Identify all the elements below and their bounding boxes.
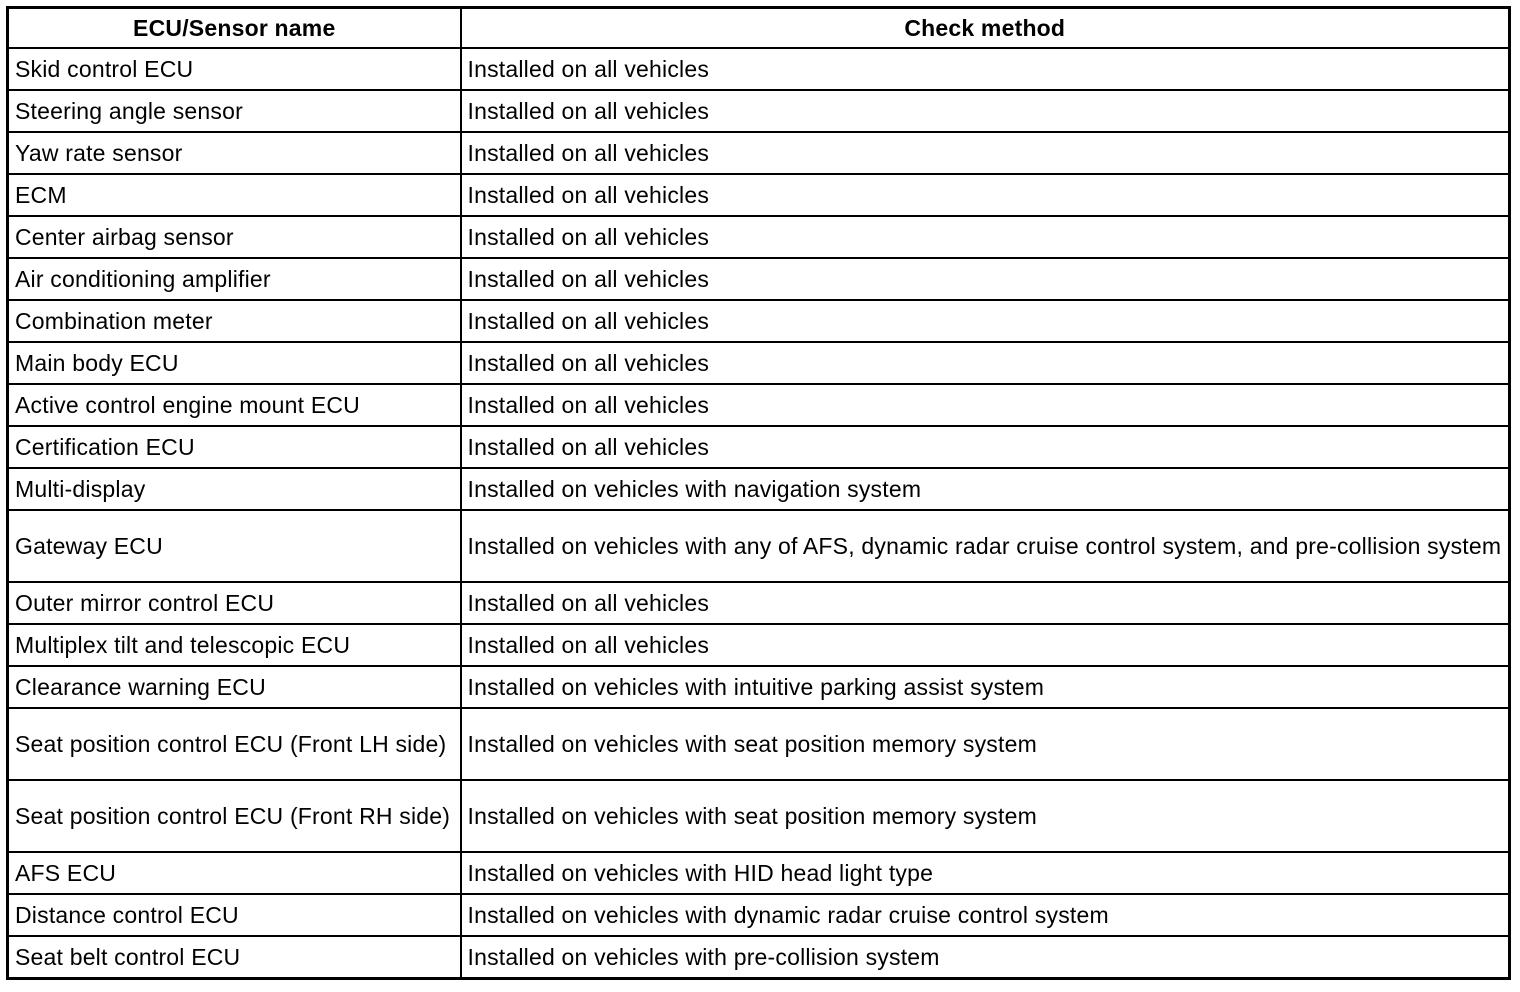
ecu-name-cell: Gateway ECU [8, 510, 461, 582]
table-row [8, 90, 1510, 132]
check-method-cell: Installed on all vehicles [461, 132, 1510, 174]
check-method-cell: Installed on all vehicles [461, 426, 1510, 468]
check-method-cell: Installed on vehicles with HID head light type [461, 852, 1510, 894]
table-row [8, 624, 1510, 666]
check-method-cell: Installed on all vehicles [461, 384, 1510, 426]
ecu-name-cell: Outer mirror control ECU [8, 582, 461, 624]
check-method-cell: Installed on all vehicles [461, 624, 1510, 666]
table-header-row [8, 8, 1510, 49]
ecu-name-cell: Multi-display [8, 468, 461, 510]
ecu-check-table [6, 6, 1511, 980]
ecu-name-cell: Skid control ECU [8, 48, 461, 90]
check-method-cell: Installed on all vehicles [461, 216, 1510, 258]
table-row [8, 936, 1510, 979]
column-header-check-method: Check method [461, 8, 1510, 49]
check-method-cell: Installed on vehicles with pre-collision system [461, 936, 1510, 979]
table-row [8, 582, 1510, 624]
ecu-name-cell: Certification ECU [8, 426, 461, 468]
ecu-name-cell: Distance control ECU [8, 894, 461, 936]
table-row [8, 510, 1510, 582]
ecu-name-cell: Seat position control ECU (Front LH side) [8, 708, 461, 780]
check-method-cell: Installed on all vehicles [461, 258, 1510, 300]
ecu-name-cell: Seat belt control ECU [8, 936, 461, 979]
ecu-name-cell: Clearance warning ECU [8, 666, 461, 708]
check-method-cell: Installed on all vehicles [461, 174, 1510, 216]
check-method-cell: Installed on vehicles with seat position memory system [461, 780, 1510, 852]
table-row [8, 216, 1510, 258]
ecu-name-cell: Yaw rate sensor [8, 132, 461, 174]
table-row [8, 780, 1510, 852]
check-method-cell: Installed on all vehicles [461, 342, 1510, 384]
table-row [8, 132, 1510, 174]
ecu-name-cell: AFS ECU [8, 852, 461, 894]
check-method-cell: Installed on vehicles with any of AFS, dynamic radar cruise control system, and pre-collision system [461, 510, 1510, 582]
check-method-cell: Installed on vehicles with seat position memory system [461, 708, 1510, 780]
check-method-cell: Installed on all vehicles [461, 48, 1510, 90]
table-row [8, 48, 1510, 90]
table-row [8, 468, 1510, 510]
ecu-name-cell: Multiplex tilt and telescopic ECU [8, 624, 461, 666]
ecu-name-cell: Center airbag sensor [8, 216, 461, 258]
ecu-name-cell: Steering angle sensor [8, 90, 461, 132]
check-method-cell: Installed on vehicles with intuitive parking assist system [461, 666, 1510, 708]
ecu-name-cell: Main body ECU [8, 342, 461, 384]
table-row [8, 708, 1510, 780]
check-method-cell: Installed on vehicles with dynamic radar cruise control system [461, 894, 1510, 936]
table-row [8, 300, 1510, 342]
table-row [8, 894, 1510, 936]
check-method-cell: Installed on all vehicles [461, 300, 1510, 342]
table-row [8, 174, 1510, 216]
ecu-name-cell: Seat position control ECU (Front RH side) [8, 780, 461, 852]
ecu-name-cell: Air conditioning amplifier [8, 258, 461, 300]
table-row [8, 258, 1510, 300]
table-row [8, 426, 1510, 468]
ecu-name-cell: ECM [8, 174, 461, 216]
table-row [8, 852, 1510, 894]
check-method-cell: Installed on all vehicles [461, 582, 1510, 624]
ecu-name-cell: Active control engine mount ECU [8, 384, 461, 426]
check-method-cell: Installed on all vehicles [461, 90, 1510, 132]
ecu-name-cell: Combination meter [8, 300, 461, 342]
table-row [8, 666, 1510, 708]
column-header-ecu-sensor-name: ECU/Sensor name [8, 8, 461, 49]
table-row [8, 384, 1510, 426]
check-method-cell: Installed on vehicles with navigation system [461, 468, 1510, 510]
table-row [8, 342, 1510, 384]
